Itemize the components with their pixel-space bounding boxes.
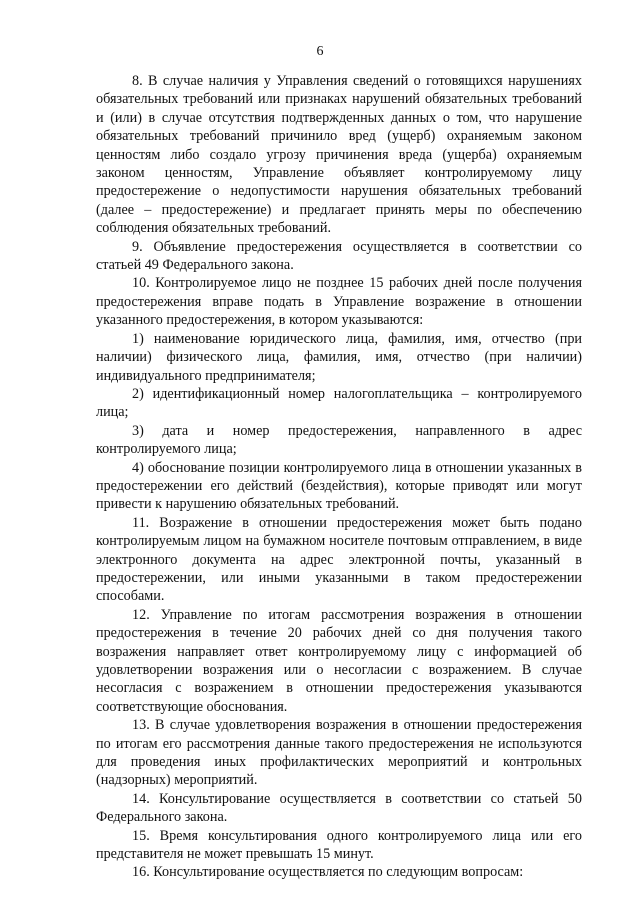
paragraph-9: 9. Объявление предостережения осуществляется в соответствии со статьей 49 Федерального закона. bbox=[96, 238, 582, 274]
list-item-1: 1) наименование юридического лица, фамилия, имя, отчество (при наличии) физического лица, фамилия, имя, отчество (при наличии) индивидуального предпринимателя; bbox=[96, 330, 582, 384]
paragraph-15: 15. Время консультирования одного контролируемого лица или его представителя не может превышать 15 минут. bbox=[96, 827, 582, 863]
paragraph-10: 10. Контролируемое лицо не позднее 15 рабочих дней после получения предостережения вправе подать в Управление возражение в отношении указанного предостережения, в котором указываются: bbox=[96, 275, 582, 329]
paragraph-16: 16. Консультирование осуществляется по следующим вопросам: bbox=[132, 864, 524, 881]
paragraph-12: 12. Управление по итогам рассмотрения возражения в отношении предостережения в течение 20 рабочих дней со дня получения такого возражения направляет ответ контролируемому лицу с информацией об удовлетворении возражения или о несогласии с возражением. В случае несогласия с возражением в отношении предостережения указываются соответствующие обоснования. bbox=[96, 606, 582, 715]
paragraph-11: 11. Возражение в отношении предостережения может быть подано контролируемым лицом на бумажном носителе почтовым отправлением, в виде электронного документа на адрес электронной почты, указанный в предостережении, или иными указанными в таком предостережении способами. bbox=[96, 514, 582, 605]
document-body bbox=[96, 72, 582, 882]
paragraph-8: 8. В случае наличия у Управления сведений о готовящихся нарушениях обязательных требований или признаках нарушений обязательных требований и (или) в случае отсутствия подтвержденных данных о том, что нарушение обязательных требований причинило вред (ущерб) охраняемым законом ценностям либо создало угрозу причинения вреда (ущерба) охраняемым законом ценностям, Управление объявляет контролируемому лицу предостережение о недопустимости нарушения обязательных требований (далее – предостережение) и предлагает принять меры по обеспечению соблюдения обязательных требований. bbox=[96, 73, 582, 237]
list-item-3: 3) дата и номер предостережения, направленного в адрес контролируемого лица; bbox=[96, 422, 582, 458]
list-item-4: 4) обоснование позиции контролируемого лица в отношении указанных в предостережении его действий (бездействия), которые приводят или могут привести к нарушению обязательных требований. bbox=[96, 459, 582, 513]
paragraph-13: 13. В случае удовлетворения возражения в отношении предостережения по итогам его рассмотрения данные такого предостережения не используются для проведения иных профилактических мероприятий и контрольных (надзорных) мероприятий. bbox=[96, 717, 582, 789]
list-item-2: 2) идентификационный номер налогоплательщика – контролируемого лица; bbox=[96, 385, 582, 421]
page-number: 6 bbox=[316, 44, 324, 59]
paragraph-14: 14. Консультирование осуществляется в соответствии со статьей 50 Федерального закона. bbox=[96, 790, 582, 826]
